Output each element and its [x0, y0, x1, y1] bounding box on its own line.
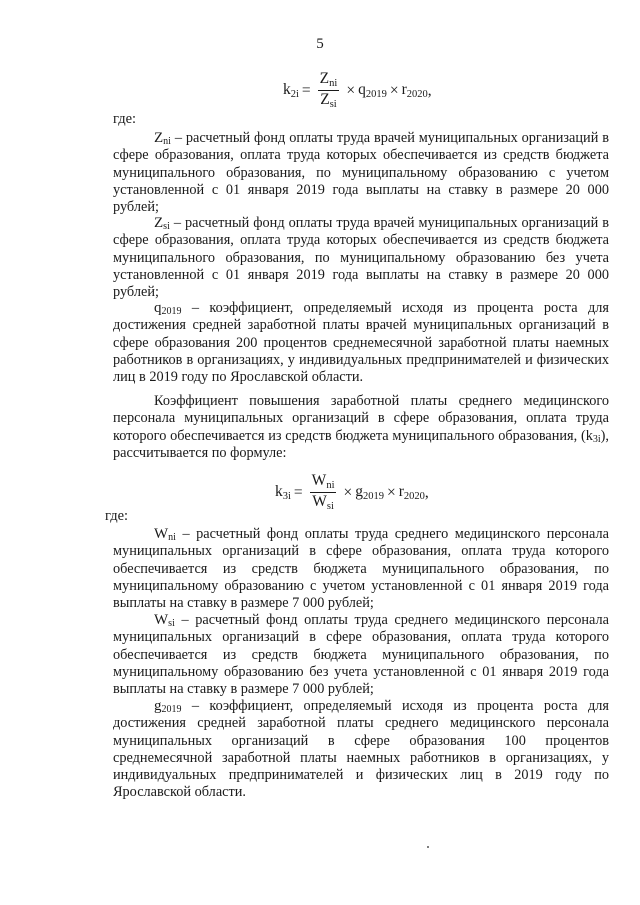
formula-k3i-lhs: $k_{3i}$ [275, 483, 291, 503]
definition-g2019: $g_{2019}$ – коэффициент, определяемый исходя из процента роста для достижения средней заработной платы среднего медицинского персонала муниципальных организаций в сфере образования 100 процентов среднемесячной заработной платы наемных работников в организациях, у индивидуальных предпринимателей и физических лиц в 2019 году по Ярославской области. [113, 698, 609, 801]
formula-k3i [275, 473, 429, 512]
formula-k3i-factor-g: $g_{2019}$ [355, 483, 384, 503]
definition-zni: $Z_{ni}$ – расчетный фонд оплаты труда врачей муниципальных организаций в сфере образования, оплата труда которых обеспечивается из средств бюджета муниципального образования, по муниципальному образованию с учетом установленной с 01 января 2019 года выплаты на ставку в размере 20 000 рублей; [113, 130, 609, 216]
formula-k2i-factor-r: $r_{2020}$ [401, 81, 428, 101]
where-label-2: где: [105, 508, 129, 524]
formula-k3i-times-1: × [343, 483, 353, 501]
formula-k2i-tail: , [427, 81, 432, 99]
formula-k2i [283, 71, 432, 110]
formula-k2i-times-2: × [389, 81, 399, 99]
formula-k3i-equals: = [293, 483, 303, 501]
definition-zsi: $Z_{si}$ – расчетный фонд оплаты труда врачей муниципальных организаций в сфере образования, оплата труда которых обеспечивается из средств бюджета муниципального образования, по муниципальному образованию без учета установленной с 01 января 2019 года выплаты на ставку в размере 20 000 рублей; [113, 215, 609, 301]
definition-wsi: $W_{si}$ – расчетный фонд оплаты труда среднего медицинского персонала муниципальных организаций в сфере образования, оплата труда которого обеспечивается из средств бюджета муниципального образования, по муниципальному образованию без учета установленной с 01 января 2019 года выплаты на ставку в размере 7 000 рублей; [113, 612, 609, 698]
formula-k2i-factor-q: $q_{2019}$ [358, 81, 387, 101]
formula-k2i-times-1: × [346, 81, 356, 99]
formula-k2i-denominator: $Z_{si}$ [320, 91, 337, 111]
k3i-intro-paragraph: Коэффициент повышения заработной платы среднего медицинского персонала муниципальных организаций в сфере образования, оплата труда которого обеспечивается из средств бюджета муниципального образования, $(k_{3i})$, рассчитывается по формуле: [113, 393, 609, 461]
formula-k3i-numerator: $W_{ni}$ [310, 473, 337, 493]
formula-k3i-factor-r: $r_{2020}$ [398, 483, 425, 503]
formula-k2i-equals: = [301, 81, 311, 99]
formula-k2i-fraction [318, 71, 340, 110]
formula-k2i-lhs: $k_{2i}$ [283, 81, 299, 101]
formula-k3i-denominator: $W_{si}$ [312, 493, 334, 513]
formula-k3i-tail: , [424, 483, 429, 501]
formula-k3i-times-2: × [386, 483, 396, 501]
definition-q2019: $q_{2019}$ – коэффициент, определяемый исходя из процента роста для достижения средней заработной платы врачей муниципальных организаций в сфере образования 200 процентов среднемесячной заработной платы наемных работников в организациях, у индивидуальных предпринимателей и физических лиц в 2019 году по Ярославской области. [113, 300, 609, 386]
definition-wni: $W_{ni}$ – расчетный фонд оплаты труда среднего медицинского персонала муниципальных организаций в сфере образования, оплата труда которого обеспечивается из средств бюджета муниципального образования, по муниципальному образованию с учетом установленной с 01 января 2019 года выплаты на ставку в размере 7 000 рублей; [113, 526, 609, 612]
formula-k3i-fraction [310, 473, 337, 512]
scan-speck [427, 846, 429, 848]
where-label-1: где: [113, 111, 137, 127]
formula-k2i-numerator: $Z_{ni}$ [318, 71, 340, 91]
page-number: 5 [316, 36, 324, 52]
